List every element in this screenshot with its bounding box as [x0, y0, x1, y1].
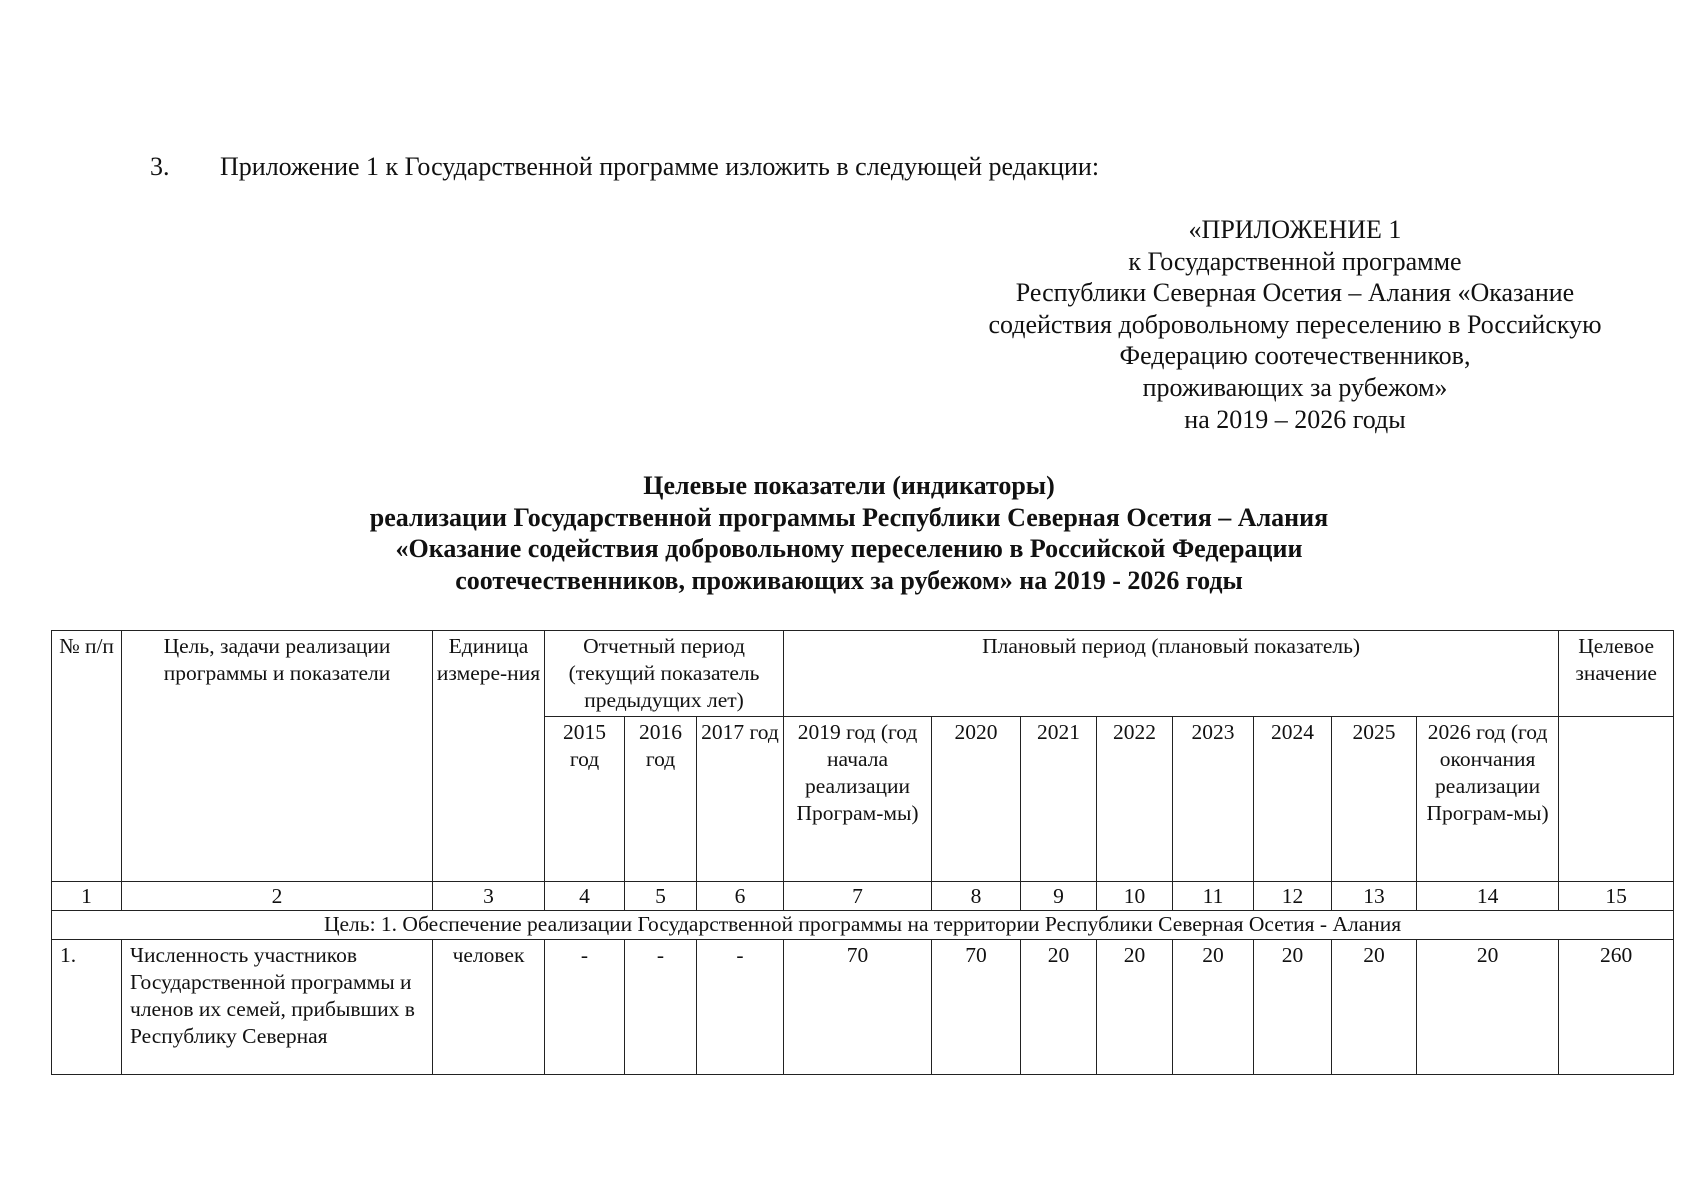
title-line: соотечественников, проживающих за рубежом» на 2019 - 2026 годы	[455, 565, 1243, 595]
column-number: 14	[1417, 882, 1559, 911]
column-number: 4	[545, 882, 625, 911]
title-line: Целевые показатели (индикаторы)	[643, 471, 1055, 500]
title-line: «Оказание содействия добровольному переселению в Российской Федерации	[395, 534, 1303, 563]
goal-text: Цель: 1. Обеспечение реализации Государственной программы на территории Республики Северная Осетия - Алания	[52, 911, 1674, 940]
table-header-row	[52, 631, 1674, 717]
column-number: 6	[697, 882, 784, 911]
header-year-2019: 2019 год (год начала реализации Програм-мы)	[784, 717, 932, 882]
column-numbers-row	[52, 882, 1674, 911]
header-year-2024: 2024	[1254, 717, 1332, 882]
appendix-line: Республики Северная Осетия – Алания «Оказание	[1015, 278, 1575, 308]
goal-row	[52, 911, 1674, 940]
header-goal-tasks: Цель, задачи реализации программы и показатели	[122, 631, 433, 882]
row-indicator: Численность участников Государственной программы и членов их семей, прибывших в Республику Северная	[122, 940, 433, 1075]
item-3-number: 3.	[150, 152, 170, 181]
row-value-2022: 20	[1097, 940, 1173, 1075]
row-number: 1.	[52, 940, 122, 1075]
appendix-line: Федерацию соотечественников,	[1119, 341, 1471, 371]
row-target-value: 260	[1559, 940, 1674, 1075]
column-number: 9	[1021, 882, 1097, 911]
column-number: 1	[52, 882, 122, 911]
header-planning-period: Плановый период (плановый показатель)	[784, 631, 1559, 717]
column-number: 3	[433, 882, 545, 911]
title-line: реализации Государственной программы Республики Северная Осетия – Алания	[369, 502, 1329, 532]
appendix-line: «ПРИЛОЖЕНИЕ 1	[1188, 215, 1402, 244]
appendix-line: к Государственной программе	[1128, 246, 1462, 276]
appendix-line: на 2019 – 2026 годы	[1184, 404, 1406, 434]
column-number: 13	[1332, 882, 1417, 911]
row-value-2019: 70	[784, 940, 932, 1075]
column-number: 2	[122, 882, 433, 911]
header-year-2025: 2025	[1332, 717, 1417, 882]
header-year-2016: 2016 год	[625, 717, 697, 882]
row-value-2024: 20	[1254, 940, 1332, 1075]
column-number: 15	[1559, 882, 1674, 911]
row-value-2025: 20	[1332, 940, 1417, 1075]
indicators-table	[51, 630, 1674, 1075]
header-target-value: Целевое значение	[1559, 631, 1674, 717]
row-value-2026: 20	[1417, 940, 1559, 1075]
header-number: № п/п	[52, 631, 122, 882]
appendix-line: содействия добровольному переселению в Российскую	[988, 309, 1602, 339]
column-number: 12	[1254, 882, 1332, 911]
row-unit: человек	[433, 940, 545, 1075]
column-number: 5	[625, 882, 697, 911]
header-year-2026: 2026 год (год окончания реализации Програм-мы)	[1417, 717, 1559, 882]
header-year-2020: 2020	[932, 717, 1021, 882]
item-3-text: Приложение 1 к Государственной программе изложить в следующей редакции:	[220, 152, 1100, 181]
header-year-2017: 2017 год	[697, 717, 784, 882]
column-number: 8	[932, 882, 1021, 911]
row-value-2016: -	[625, 940, 697, 1075]
item-3	[150, 150, 1099, 184]
header-year-2021: 2021	[1021, 717, 1097, 882]
column-number: 10	[1097, 882, 1173, 911]
header-target-empty	[1559, 717, 1674, 882]
header-reporting-period: Отчетный период (текущий показатель предыдущих лет)	[545, 631, 784, 717]
row-value-2020: 70	[932, 940, 1021, 1075]
row-value-2015: -	[545, 940, 625, 1075]
column-number: 11	[1173, 882, 1254, 911]
header-year-2023: 2023	[1173, 717, 1254, 882]
appendix-line: проживающих за рубежом»	[1142, 372, 1448, 402]
header-year-2015: 2015 год	[545, 717, 625, 882]
row-value-2017: -	[697, 940, 784, 1075]
column-number: 7	[784, 882, 932, 911]
row-value-2023: 20	[1173, 940, 1254, 1075]
header-year-2022: 2022	[1097, 717, 1173, 882]
header-unit: Единица измере-ния	[433, 631, 545, 882]
row-value-2021: 20	[1021, 940, 1097, 1075]
table-row	[52, 940, 1674, 1075]
document-title	[0, 470, 1698, 596]
appendix-header	[955, 214, 1635, 435]
